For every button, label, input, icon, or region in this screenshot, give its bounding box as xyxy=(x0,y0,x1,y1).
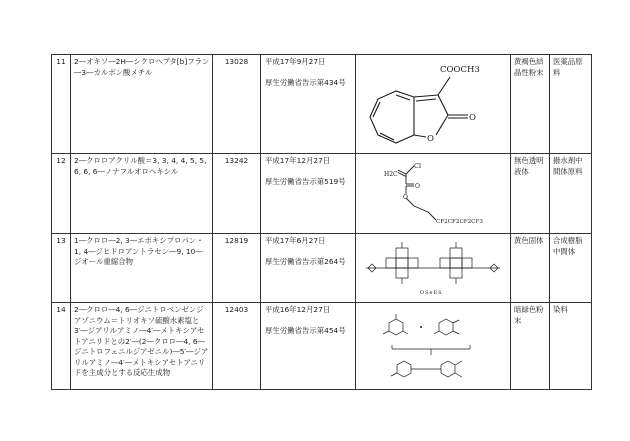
substance-name-cell: 2―オキソ―2H―シクロヘプタ[b]フラン―3―カルボン酸メチル xyxy=(71,55,213,154)
substance-name-cell: 1―クロロ―2, 3―エポキシプロパン・1, 4―ジヒドロアントラセン―9, 10―ジオール重縮合物 xyxy=(71,234,213,303)
structure-label: O xyxy=(415,183,420,190)
notice-date: 平成17年6月27日 xyxy=(265,236,326,245)
notice-number: 厚生労働省告示第434号 xyxy=(265,77,346,87)
notice-date: 平成17年9月27日 xyxy=(265,57,326,66)
structure-cell xyxy=(356,234,511,303)
structure-label: Cl xyxy=(414,162,422,170)
property-cell: 無色透明液体 xyxy=(511,154,550,234)
row-number-cell: 14 xyxy=(52,303,71,390)
property-cell: 黄色固体 xyxy=(511,234,550,303)
registration-number-cell: 12403 xyxy=(213,303,261,390)
notice-number: 厚生労働省告示第264号 xyxy=(265,256,346,266)
notice-date: 平成17年12月27日 xyxy=(265,156,331,165)
substance-name-cell: 2―クロロ―4, 6―ジニトロベンゼンジアゾニウム＝トリオキソ硫酸水素塩と3′―ジアリルアミノ―4′―メトキシアセトアニリドとの2′―(2―クロロ―4, 6―ジニトロフェニルジアゼニル)―5′―ジアリルアミノ―4′―メトキシアセトアニリドを主成分とする反応生成物 xyxy=(71,303,213,390)
use-cell: 染料 xyxy=(550,303,592,390)
table-row xyxy=(52,55,592,154)
structure-cell xyxy=(356,55,511,154)
property-cell: 黄褐色結晶性粉末 xyxy=(511,55,550,154)
structure-cell xyxy=(356,303,511,390)
notice-number: 厚生労働省告示第519号 xyxy=(265,176,346,186)
table-row xyxy=(52,234,592,303)
row-number-cell: 11 xyxy=(52,55,71,154)
notice-cell xyxy=(261,55,356,154)
notice-cell xyxy=(261,234,356,303)
structure-label: COOCH3 xyxy=(440,65,480,75)
structure-label: H2C xyxy=(384,171,398,178)
registration-number-cell: 12819 xyxy=(213,234,261,303)
row-number-cell: 12 xyxy=(52,154,71,234)
structural-formula-anthracene-polymer xyxy=(356,234,510,302)
substance-name-cell: 2―クロロアクリル酸＝3, 3, 4, 4, 5, 5, 6, 6, 6―ノナフルオロヘキシル xyxy=(71,154,213,234)
structure-cell xyxy=(356,154,511,234)
structure-label: O xyxy=(427,134,434,144)
use-cell: 合成樹脂中間体 xyxy=(550,234,592,303)
structural-formula-azo-dye xyxy=(356,303,510,389)
notice-number: 厚生労働省告示第454号 xyxy=(265,325,346,335)
structural-formula-azulene-furanone xyxy=(356,55,510,153)
use-cell: 撥水剤中間体原料 xyxy=(550,154,592,234)
notice-cell xyxy=(261,303,356,390)
structure-label: OSeES xyxy=(420,290,443,296)
notice-date: 平成16年12月27日 xyxy=(265,305,331,314)
property-cell: 暗緑色粉末 xyxy=(511,303,550,390)
structure-label: CF2CF2CF2CF3 xyxy=(436,219,483,225)
table-row xyxy=(52,303,592,390)
structural-formula-chloroacrylate xyxy=(356,154,510,233)
notice-cell xyxy=(261,154,356,234)
substance-table xyxy=(51,54,592,390)
structure-label: O xyxy=(469,113,476,123)
table-row xyxy=(52,154,592,234)
registration-number-cell: 13028 xyxy=(213,55,261,154)
registration-number-cell: 13242 xyxy=(213,154,261,234)
structure-label: O xyxy=(403,194,408,201)
use-cell: 医薬品原料 xyxy=(550,55,592,154)
row-number-cell: 13 xyxy=(52,234,71,303)
